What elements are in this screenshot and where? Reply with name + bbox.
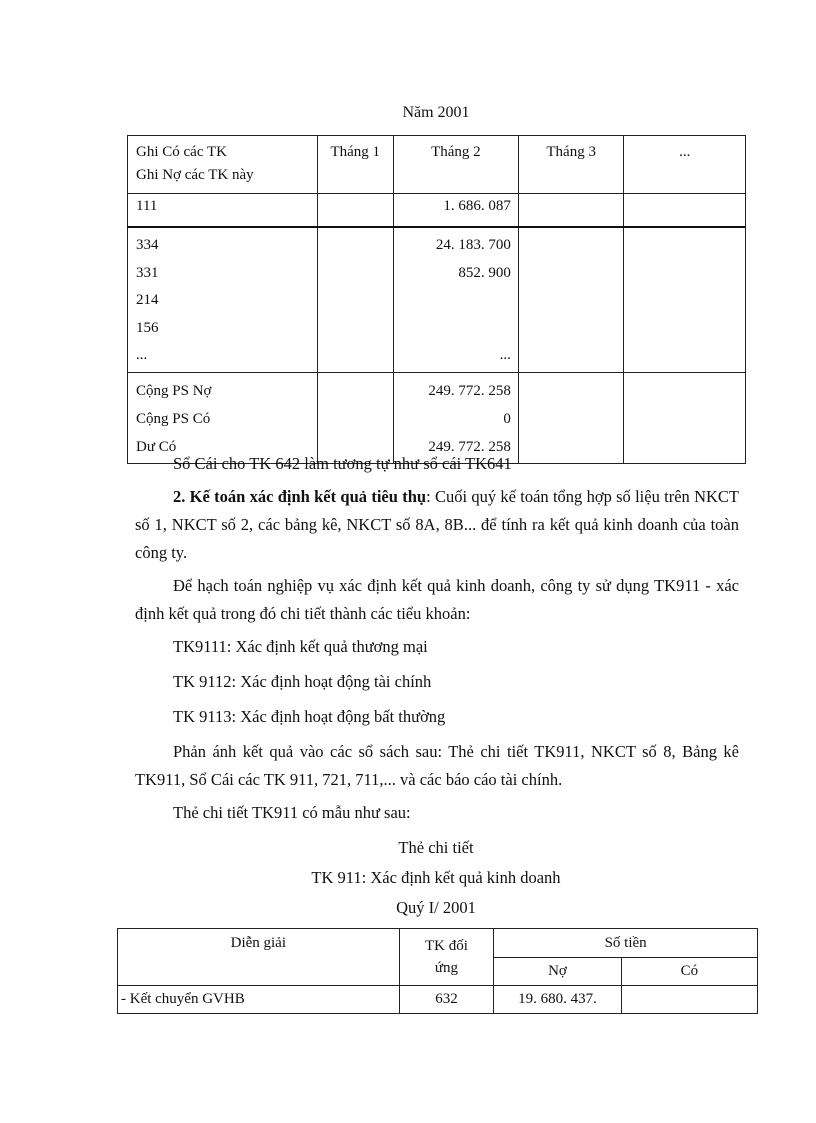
ledger-accounts-month1 xyxy=(317,227,393,372)
ledger-account-value xyxy=(394,287,511,315)
detail-card-title: Thẻ chi tiết xyxy=(398,838,474,857)
detail-row-account: 632 xyxy=(399,986,494,1014)
ledger-account-value: ... xyxy=(499,347,511,363)
detail-card-period: Quý I/ 2001 xyxy=(396,898,476,917)
reflect-paragraph: Phản ánh kết quả vào các sổ sách sau: Thẻ chi tiết TK911, NKCT số 8, Bảng kê TK911, Sổ Cái các TK 911, 721, 711,... và các báo cáo tài chính. xyxy=(135,742,739,789)
detail-row-description: - Kết chuyển GVHB xyxy=(118,986,400,1014)
ledger-totals-more xyxy=(624,372,746,463)
ledger-account-list xyxy=(128,227,318,372)
detail-card-table xyxy=(117,928,758,1014)
ledger-account: 156 xyxy=(136,319,159,336)
ledger-balance-value: 249. 772. 258 xyxy=(428,438,511,455)
ledger-account-value: 852. 900 xyxy=(458,264,511,281)
detail-card-subtitle: TK 911: Xác định kết quả kinh doanh xyxy=(311,868,561,887)
detail-header-description: Diễn giải xyxy=(118,929,400,986)
section2-heading: 2. Kế toán xác định kết quả tiêu thụ xyxy=(173,487,427,506)
ledger-row-111-month2: 1. 686. 087 xyxy=(393,194,518,228)
detail-header-row-1 xyxy=(118,929,758,958)
ledger-header-month1: Tháng 1 xyxy=(317,136,393,194)
detail-row-debit: 19. 680. 437. xyxy=(494,986,621,1014)
ledger-account: ... xyxy=(136,347,148,363)
line-642: Sổ Cái cho TK 642 làm tương tự như sổ cái TK641 xyxy=(173,454,512,473)
table-row xyxy=(118,986,758,1014)
detail-row-credit xyxy=(621,986,757,1014)
ledger-total-credit-label: Cộng PS Có xyxy=(136,410,211,427)
ledger-header-debit-label: Ghi Nợ các TK này xyxy=(136,167,254,183)
ledger-account: 331 xyxy=(136,264,159,281)
ledger-row-111-month3 xyxy=(518,194,624,228)
detail-header-counter-line1: TK đối xyxy=(424,938,468,954)
ledger-row-111 xyxy=(128,194,746,228)
ledger-header-account-cell xyxy=(128,136,318,194)
section2-text: : Cuối quý kế toán tổng hợp số liệu trên NKCT số 1, NKCT số 2, các bảng kê, NKCT số 8A, 8B... để tính ra kết quả kinh doanh của toàn công ty. xyxy=(135,487,739,562)
ledger-accounts-month3 xyxy=(518,227,624,372)
ledger-account: 214 xyxy=(136,292,159,308)
ledger-total-debit-value: 249. 772. 258 xyxy=(428,382,511,399)
ledger-accounts-row xyxy=(128,227,746,372)
detail-header-counter-account xyxy=(399,929,494,986)
ledger-total-debit-label: Cộng PS Nợ xyxy=(136,382,212,399)
detail-header-credit: Có xyxy=(621,958,757,986)
ledger-balance-label: Dư Có xyxy=(136,438,177,455)
ledger-row-111-month1 xyxy=(317,194,393,228)
detail-header-amount: Số tiền xyxy=(494,929,758,958)
ledger-header-credit-label: Ghi Có các TK xyxy=(136,144,227,160)
detail-header-counter-line2: ứng xyxy=(434,960,458,976)
sub-account-9111: TK9111: Xác định kết quả thương mại xyxy=(173,637,428,656)
ledger-account-value: 24. 183. 700 xyxy=(435,237,511,253)
ledger-row-111-more xyxy=(624,194,746,228)
ledger-header-month2: Tháng 2 xyxy=(393,136,518,194)
sub-account-9113: TK 9113: Xác định hoạt động bất thường xyxy=(173,707,446,726)
ledger-header-month3: Tháng 3 xyxy=(518,136,624,194)
ledger-header-row xyxy=(128,136,746,194)
ledger-accounts-month2 xyxy=(393,227,518,372)
ledger-totals-month3 xyxy=(518,372,624,463)
ledger-accounts-more xyxy=(624,227,746,372)
sub-account-9112: TK 9112: Xác định hoạt động tài chính xyxy=(173,672,432,691)
detail-header-debit: Nợ xyxy=(494,958,621,986)
ledger-account: 334 xyxy=(136,237,159,253)
ledger-row-111-account: 111 xyxy=(128,194,318,228)
ledger-year-title: Năm 2001 xyxy=(402,104,470,121)
ledger-header-more: ... xyxy=(624,136,746,194)
ledger-total-credit-value: 0 xyxy=(503,410,511,427)
tk911-paragraph: Để hạch toán nghiệp vụ xác định kết quả kinh doanh, công ty sử dụng TK911 - xác định kết quả trong đó chi tiết thành các tiểu khoản: xyxy=(135,576,739,623)
section2-paragraph xyxy=(135,483,739,567)
ledger-table xyxy=(127,135,746,464)
form-intro: Thẻ chi tiết TK911 có mẫu như sau: xyxy=(173,803,411,822)
ledger-account-value xyxy=(394,315,511,343)
